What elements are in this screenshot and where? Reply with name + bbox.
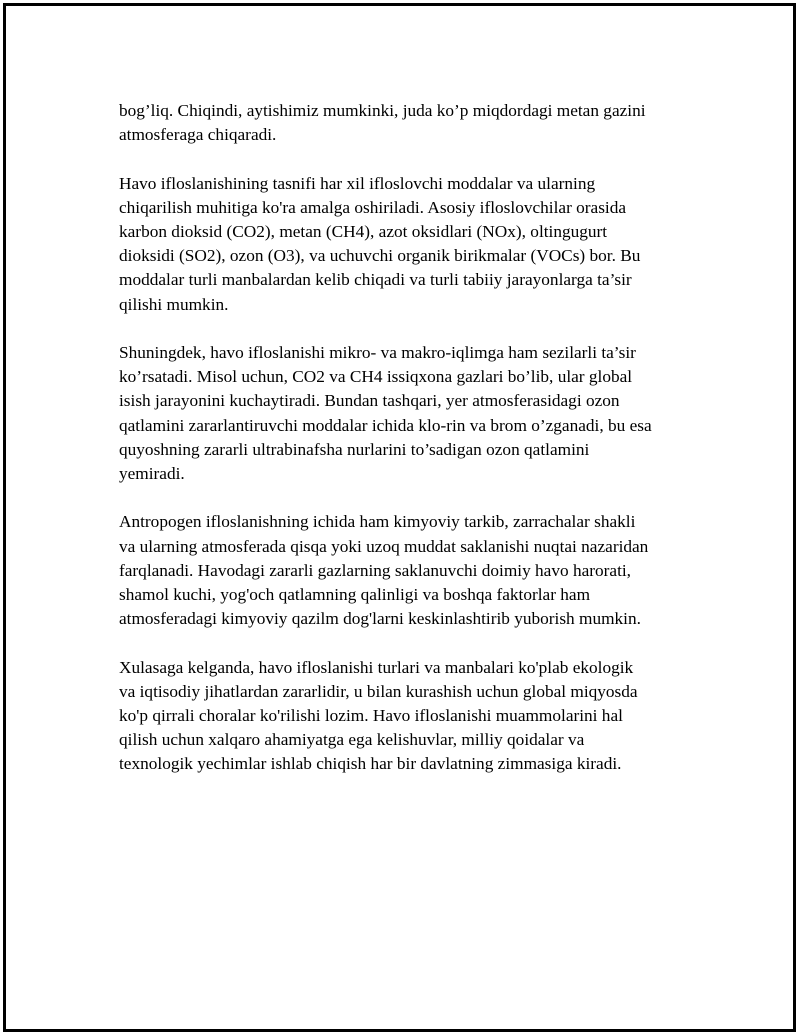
text-line: shamol kuchi, yog'och qatlamning qalinligi va boshqa faktorlar ham <box>119 585 591 605</box>
paragraph-1 <box>119 99 699 147</box>
paragraph-4 <box>119 510 699 631</box>
text-line: qatlamini zararlantiruvchi moddalar ichida klo-rin va brom o’zganadi, bu esa <box>119 415 652 435</box>
paragraph-2 <box>119 172 699 317</box>
text-line: karbon dioksid (CO2), metan (CH4), azot oksidlari (NOx), oltingugurt <box>119 222 608 241</box>
text-line: ko’rsatadi. Misol uchun, CO2 va CH4 issiqxona gazlari bo’lib, ular global <box>119 367 633 387</box>
paragraph-3 <box>119 341 699 486</box>
text-line: Antropogen ifloslanishning ichida ham kimyoviy tarkib, zarrachalar shakli <box>119 512 636 532</box>
text-line: Xulasaga kelganda, havo ifloslanishi turlari va manbalari ko'plab ekologik <box>119 657 634 677</box>
text-line: qilishi mumkin. <box>119 294 229 314</box>
document-page <box>3 3 796 1032</box>
text-line: va iqtisodiy jihatlardan zararlidir, u bilan kurashish uchun global miqyosda <box>119 681 638 701</box>
document-body <box>119 99 699 801</box>
text-line: quyoshning zararli ultrabinafsha nurlarini to’sadigan ozon qatlamini <box>119 439 590 459</box>
paragraph-5 <box>119 656 699 777</box>
text-line: bog’liq. Chiqindi, aytishimiz mumkinki, juda ko’p miqdordagi metan gazini <box>119 101 646 120</box>
text-line: moddalar turli manbalardan kelib chiqadi va turli tabiiy jarayonlarga ta’sir <box>119 270 632 290</box>
text-line: Shuningdek, havo ifloslanishi mikro- va makro-iqlimga ham sezilarli ta’sir <box>119 343 636 362</box>
text-line: atmosferadagi kimyoviy qazilm dog'larni keskinlashtirib yuborish mumkin. <box>119 609 641 629</box>
text-line: ko'p qirrali choralar ko'rilishi lozim. Havo ifloslanishi muammolarini hal <box>119 706 623 726</box>
text-line: Havo ifloslanishining tasnifi har xil ifloslovchi moddalar va ularning <box>119 173 596 193</box>
text-line: va ularning atmosferada qisqa yoki uzoq muddat saklanishi nuqtai nazaridan <box>119 536 649 556</box>
text-line: farqlanadi. Havodagi zararli gazlarning saklanuvchi doimiy havo harorati, <box>119 560 631 580</box>
text-line: chiqarilish muhitiga ko'ra amalga oshiriladi. Asosiy ifloslovchilar orasida <box>119 197 627 217</box>
text-line: isish jarayonini kuchaytiradi. Bundan tashqari, yer atmosferasidagi ozon <box>119 391 620 411</box>
text-line: texnologik yechimlar ishlab chiqish har bir davlatning zimmasiga kiradi. <box>119 754 622 774</box>
text-line: qilish uchun xalqaro ahamiyatga ega kelishuvlar, milliy qoidalar va <box>119 730 585 750</box>
text-line: yemiradi. <box>119 464 185 484</box>
text-line: atmosferaga chiqaradi. <box>119 125 277 145</box>
text-line: dioksidi (SO2), ozon (O3), va uchuvchi organik birikmalar (VOCs) bor. Bu <box>119 246 641 266</box>
